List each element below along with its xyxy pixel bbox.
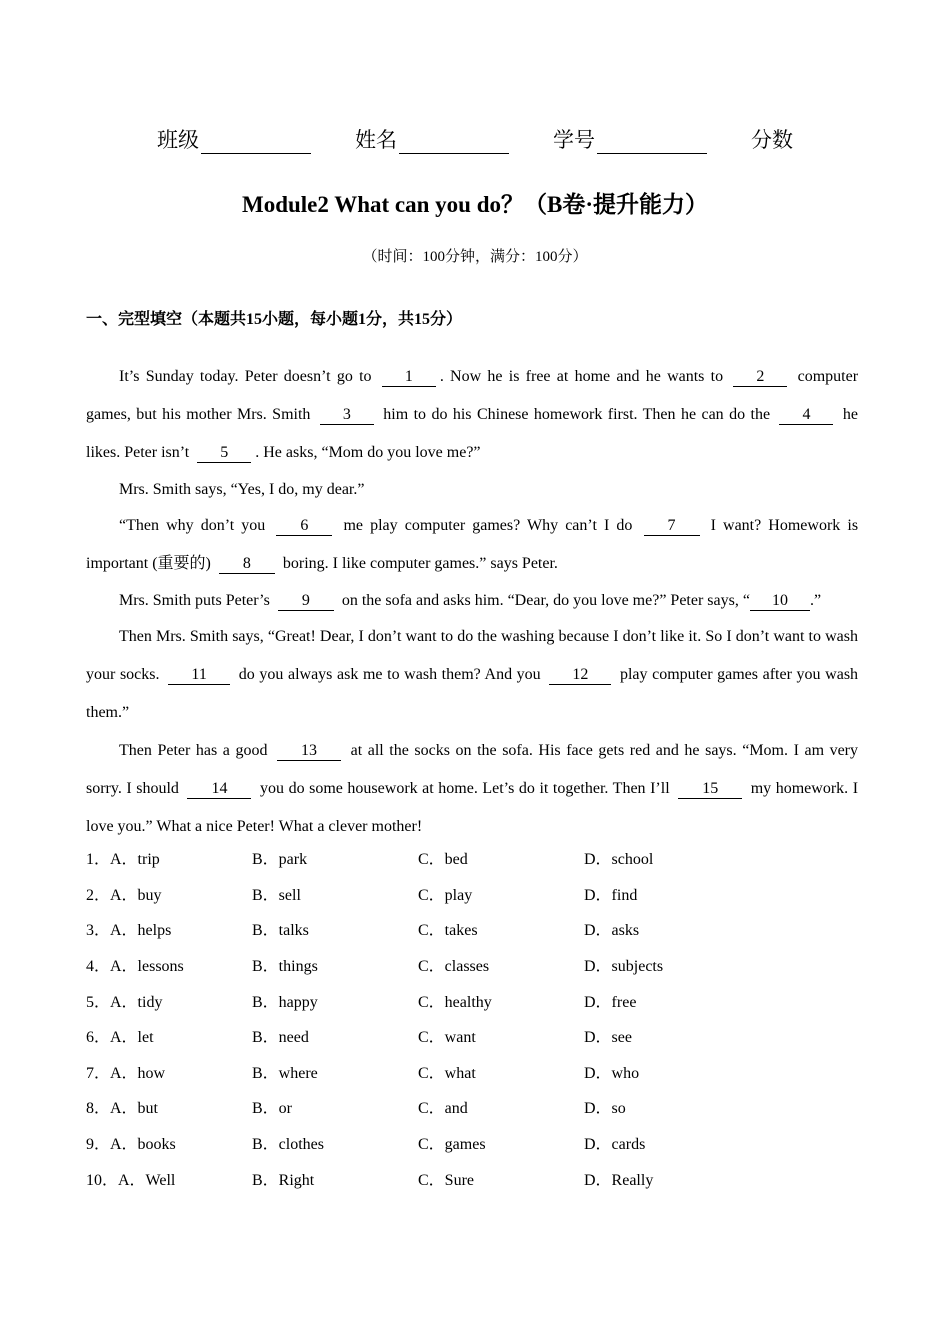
blank-1: 1 (382, 368, 436, 387)
blank-12: 12 (549, 666, 611, 685)
blank-13: 13 (277, 742, 341, 761)
class-label: 班级 (157, 128, 199, 152)
blank-3: 3 (320, 406, 374, 425)
option-a[interactable]: 8．A．but (86, 1100, 159, 1118)
blank-10: 10 (750, 592, 810, 611)
student-id-blank[interactable] (597, 131, 707, 154)
option-c[interactable]: C．classes (418, 958, 490, 976)
blank-7: 7 (644, 517, 700, 536)
option-c[interactable]: C．what (418, 1064, 476, 1082)
paragraph-3: “Then why don’t you 6 me play computer games? Why can’t I do 7 I want? Homework is important (重要的) 8 boring. I like computer games.” says Peter. (86, 517, 859, 572)
paragraph-6: Then Peter has a good 13 at all the socks on the sofa. His face gets red and he says. “Mom. I am very sorry. I should 14 you do some housework at home. Let’s do it together. Then I’ll 15 my homework. I love you.” What a nice Peter! What a clever mother! (86, 742, 859, 835)
question-row (86, 982, 786, 1018)
paragraph-1: It’s Sunday today. Peter doesn’t go to 1 . Now he is free at home and he wants to 2 computer games, but his mother Mrs. Smith 3 him to do his Chinese homework first. Then he can do the 4 he likes. Peter isn’t 5 . He asks, “Mom do you love me?” (86, 368, 859, 461)
name-label: 姓名 (355, 128, 397, 152)
question-row (86, 911, 786, 947)
question-row (86, 1160, 786, 1196)
blank-14: 14 (187, 780, 251, 799)
cloze-passage (86, 358, 858, 846)
question-row (86, 947, 786, 983)
student-id-label: 学号 (553, 128, 595, 152)
paragraph-2: Mrs. Smith says, “Yes, I do, my dear.” (119, 481, 365, 498)
student-info-fields (0, 124, 950, 154)
option-a[interactable]: 10．A．Well (86, 1171, 176, 1189)
option-b[interactable]: B．happy (252, 993, 318, 1011)
blank-9: 9 (278, 592, 334, 611)
blank-11: 11 (168, 666, 230, 685)
option-c[interactable]: C．healthy (418, 993, 492, 1011)
option-d[interactable]: D．see (584, 1029, 632, 1047)
option-a[interactable]: 1．A．trip (86, 851, 160, 869)
name-blank[interactable] (399, 131, 509, 154)
score-label: 分数 (751, 128, 793, 152)
option-d[interactable]: D．free (584, 993, 637, 1011)
option-c[interactable]: C．and (418, 1100, 468, 1118)
question-row (86, 1089, 786, 1125)
option-c[interactable]: C．play (418, 886, 473, 904)
option-a[interactable]: 3．A．helps (86, 922, 172, 940)
option-d[interactable]: D．so (584, 1100, 626, 1118)
question-row (86, 840, 786, 876)
option-a[interactable]: 6．A．let (86, 1029, 154, 1047)
option-c[interactable]: C．takes (418, 922, 478, 940)
option-b[interactable]: B．park (252, 851, 308, 869)
option-d[interactable]: D．who (584, 1064, 640, 1082)
question-row (86, 1054, 786, 1090)
option-c[interactable]: C．bed (418, 851, 468, 869)
blank-2: 2 (733, 368, 787, 387)
score-field (751, 124, 793, 154)
question-row (86, 1018, 786, 1054)
question-row (86, 876, 786, 912)
option-b[interactable]: B．where (252, 1064, 318, 1082)
option-d[interactable]: D．find (584, 886, 638, 904)
option-b[interactable]: B．Right (252, 1171, 315, 1189)
blank-4: 4 (779, 406, 833, 425)
option-b[interactable]: B．things (252, 958, 318, 976)
option-b[interactable]: B．or (252, 1100, 293, 1118)
option-b[interactable]: B．sell (252, 886, 301, 904)
option-a[interactable]: 2．A．buy (86, 886, 162, 904)
option-c[interactable]: C．want (418, 1029, 476, 1047)
section-heading: 一、完型填空（本题共15小题，每小题1分，共15分） (86, 311, 463, 328)
blank-15: 15 (678, 780, 742, 799)
paragraph-4: Mrs. Smith puts Peter’s 9 on the sofa and asks him. “Dear, do you love me?” Peter says, “ 10 .” (119, 592, 822, 609)
option-a[interactable]: 9．A．books (86, 1136, 176, 1154)
option-b[interactable]: B．talks (252, 922, 309, 940)
option-b[interactable]: B．need (252, 1029, 309, 1047)
class-blank[interactable] (201, 131, 311, 154)
student-id-field[interactable] (553, 124, 707, 154)
option-d[interactable]: D．subjects (584, 958, 664, 976)
option-c[interactable]: C．games (418, 1136, 486, 1154)
question-row (86, 1125, 786, 1161)
option-a[interactable]: 5．A．tidy (86, 993, 163, 1011)
page-title: Module2 What can you do？（B卷·提升能力） (241, 192, 709, 217)
blank-5: 5 (197, 444, 251, 463)
blank-6: 6 (276, 517, 332, 536)
blank-8: 8 (219, 555, 275, 574)
class-field[interactable] (157, 124, 311, 154)
option-b[interactable]: B．clothes (252, 1136, 324, 1154)
option-d[interactable]: D．cards (584, 1136, 646, 1154)
option-d[interactable]: D．school (584, 851, 654, 869)
name-field[interactable] (355, 124, 509, 154)
option-a[interactable]: 4．A．lessons (86, 958, 184, 976)
paragraph-5: Then Mrs. Smith says, “Great! Dear, I don’t want to do the washing because I don’t like it. So I don’t want to wash your socks. 11 do you always ask me to wash them? And you 12 play computer games after you wash them.” (86, 628, 859, 721)
answer-options (86, 840, 786, 1196)
option-d[interactable]: D．asks (584, 922, 640, 940)
option-d[interactable]: D．Really (584, 1171, 654, 1189)
option-c[interactable]: C．Sure (418, 1171, 475, 1189)
exam-time-info: （时间：100分钟，满分：100分） (362, 249, 588, 265)
option-a[interactable]: 7．A．how (86, 1064, 166, 1082)
